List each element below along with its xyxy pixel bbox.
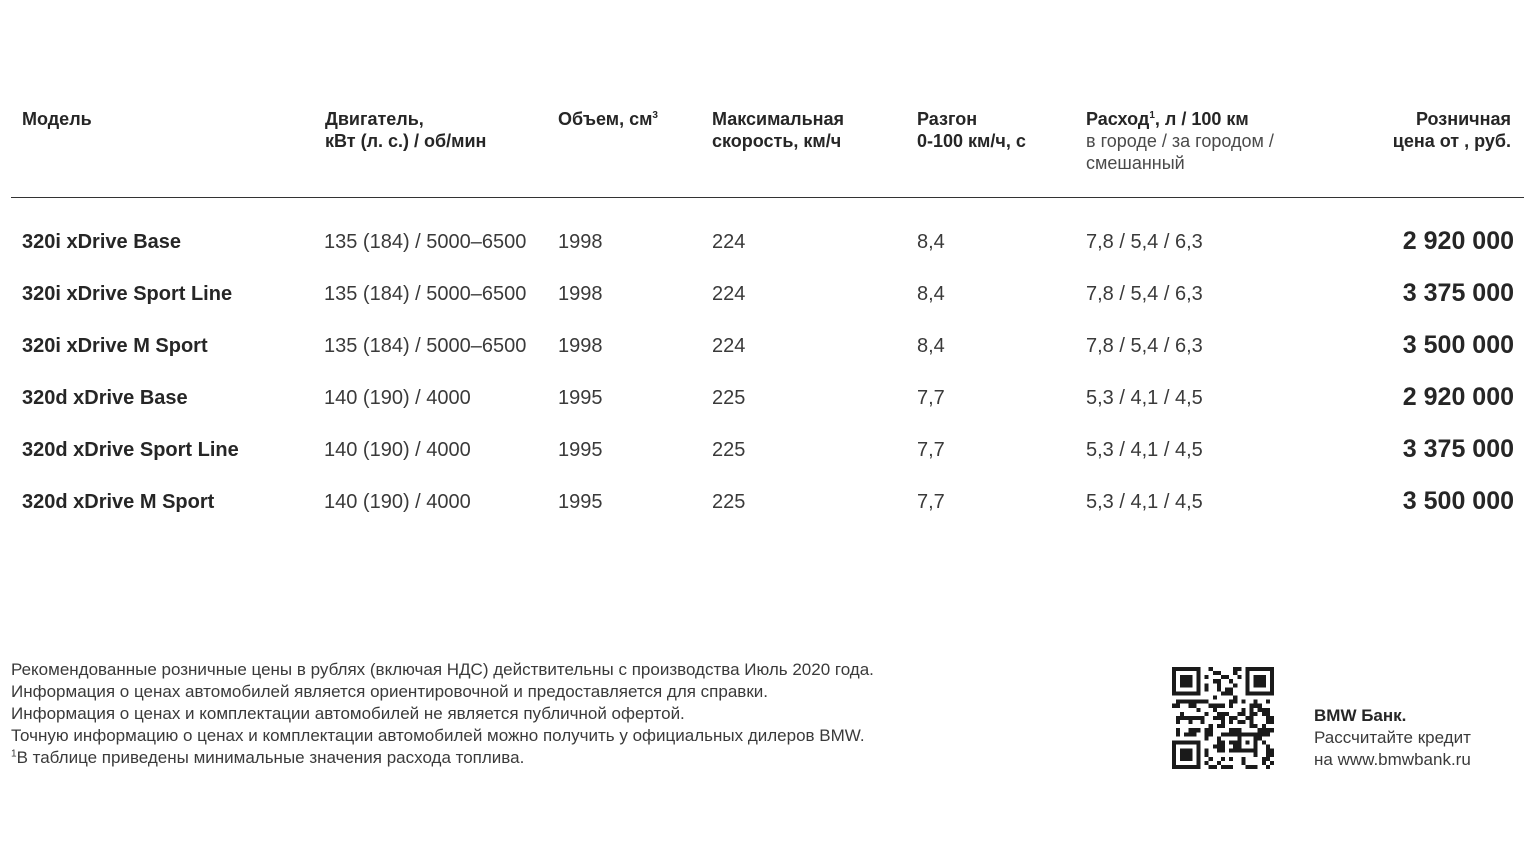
bank-promo bbox=[1314, 705, 1471, 771]
header-consumption-sub2: смешанный bbox=[1086, 153, 1185, 173]
bank-line1: Рассчитайте кредит bbox=[1314, 728, 1471, 747]
cell-volume: 1998 bbox=[558, 231, 603, 253]
bank-title: BMW Банк. bbox=[1314, 706, 1407, 725]
header-volume bbox=[558, 108, 658, 130]
cell-model: 320i xDrive M Sport bbox=[22, 335, 208, 357]
cell-volume: 1995 bbox=[558, 439, 603, 461]
header-consumption-sup: 1 bbox=[1149, 110, 1155, 121]
cell-volume: 1998 bbox=[558, 335, 603, 357]
cell-consumption: 7,8 / 5,4 / 6,3 bbox=[1086, 283, 1203, 305]
cell-engine: 140 (190) / 4000 bbox=[324, 439, 471, 461]
cell-volume: 1995 bbox=[558, 491, 603, 513]
header-model-label: Модель bbox=[22, 109, 92, 129]
cell-speed: 225 bbox=[712, 491, 746, 513]
cell-engine: 135 (184) / 5000–6500 bbox=[324, 335, 527, 357]
header-volume-sup: 3 bbox=[652, 110, 658, 121]
header-speed-line1: Максимальная bbox=[712, 109, 845, 129]
cell-price: 2 920 000 bbox=[1402, 383, 1514, 411]
cell-price: 3 375 000 bbox=[1402, 279, 1514, 307]
cell-volume: 1998 bbox=[558, 283, 603, 305]
cell-price: 3 375 000 bbox=[1402, 435, 1514, 463]
header-speed bbox=[712, 108, 844, 152]
header-consumption-unit: , л / 100 км bbox=[1154, 109, 1249, 129]
cell-accel: 8,4 bbox=[917, 231, 945, 253]
header-engine bbox=[325, 108, 486, 152]
footnote-line bbox=[11, 747, 874, 769]
header-model bbox=[22, 108, 92, 130]
footnotes bbox=[11, 659, 874, 769]
bank-line2[interactable]: на www.bmwbank.ru bbox=[1314, 750, 1471, 769]
footnote-line: Точную информацию о ценах и комплектации автомобилей можно получить у официальных дилеров BMW. bbox=[11, 726, 865, 745]
header-divider bbox=[11, 197, 1524, 198]
cell-speed: 224 bbox=[712, 231, 746, 253]
cell-engine: 135 (184) / 5000–6500 bbox=[324, 283, 527, 305]
cell-model: 320i xDrive Sport Line bbox=[22, 283, 233, 305]
cell-accel: 8,4 bbox=[917, 283, 945, 305]
cell-model: 320d xDrive M Sport bbox=[22, 491, 215, 513]
header-price-line1: Розничная bbox=[1415, 109, 1511, 129]
cell-accel: 7,7 bbox=[917, 491, 945, 513]
header-consumption-label: Расход bbox=[1086, 109, 1150, 129]
cell-accel: 7,7 bbox=[917, 439, 945, 461]
footnote-marker: 1 bbox=[11, 748, 17, 760]
header-engine-line1: Двигатель, bbox=[325, 109, 424, 129]
header-accel-line1: Разгон bbox=[917, 109, 978, 129]
cell-consumption: 5,3 / 4,1 / 4,5 bbox=[1086, 439, 1203, 461]
header-engine-line2: кВт (л. с.) / об/мин bbox=[325, 131, 487, 151]
footnote-line: Рекомендованные розничные цены в рублях (включая НДС) действительны с производства Июль 2020 года. bbox=[11, 660, 874, 679]
header-consumption-sub1: в городе / за городом / bbox=[1086, 131, 1274, 151]
header-accel-line2: 0-100 км/ч, с bbox=[917, 131, 1026, 151]
footnote-line: Информация о ценах автомобилей является ориентировочной и предоставляется для справки. bbox=[11, 682, 768, 701]
footnote-text: В таблице приведены минимальные значения расхода топлива. bbox=[16, 748, 525, 767]
cell-consumption: 5,3 / 4,1 / 4,5 bbox=[1086, 491, 1203, 513]
header-price-line2: цена от , руб. bbox=[1392, 131, 1511, 151]
header-accel bbox=[917, 108, 1026, 152]
cell-accel: 7,7 bbox=[917, 387, 945, 409]
cell-engine: 140 (190) / 4000 bbox=[324, 387, 471, 409]
cell-consumption: 5,3 / 4,1 / 4,5 bbox=[1086, 387, 1203, 409]
cell-speed: 224 bbox=[712, 283, 746, 305]
cell-price: 3 500 000 bbox=[1402, 487, 1514, 515]
cell-consumption: 7,8 / 5,4 / 6,3 bbox=[1086, 335, 1203, 357]
header-consumption bbox=[1086, 108, 1274, 174]
cell-speed: 224 bbox=[712, 335, 746, 357]
cell-volume: 1995 bbox=[558, 387, 603, 409]
cell-model: 320d xDrive Sport Line bbox=[22, 439, 239, 461]
cell-price: 3 500 000 bbox=[1402, 331, 1514, 359]
cell-engine: 140 (190) / 4000 bbox=[324, 491, 471, 513]
cell-engine: 135 (184) / 5000–6500 bbox=[324, 231, 527, 253]
header-price bbox=[1311, 108, 1511, 152]
cell-model: 320d xDrive Base bbox=[22, 387, 188, 409]
cell-model: 320i xDrive Base bbox=[22, 231, 182, 253]
cell-speed: 225 bbox=[712, 387, 746, 409]
footnote-line: Информация о ценах и комплектации автомобилей не является публичной офертой. bbox=[11, 704, 685, 723]
cell-speed: 225 bbox=[712, 439, 746, 461]
header-speed-line2: скорость, км/ч bbox=[712, 131, 842, 151]
cell-accel: 8,4 bbox=[917, 335, 945, 357]
header-volume-label: Объем, см bbox=[558, 109, 653, 129]
cell-consumption: 7,8 / 5,4 / 6,3 bbox=[1086, 231, 1203, 253]
qr-code-icon[interactable] bbox=[1172, 667, 1274, 769]
cell-price: 2 920 000 bbox=[1402, 227, 1514, 255]
